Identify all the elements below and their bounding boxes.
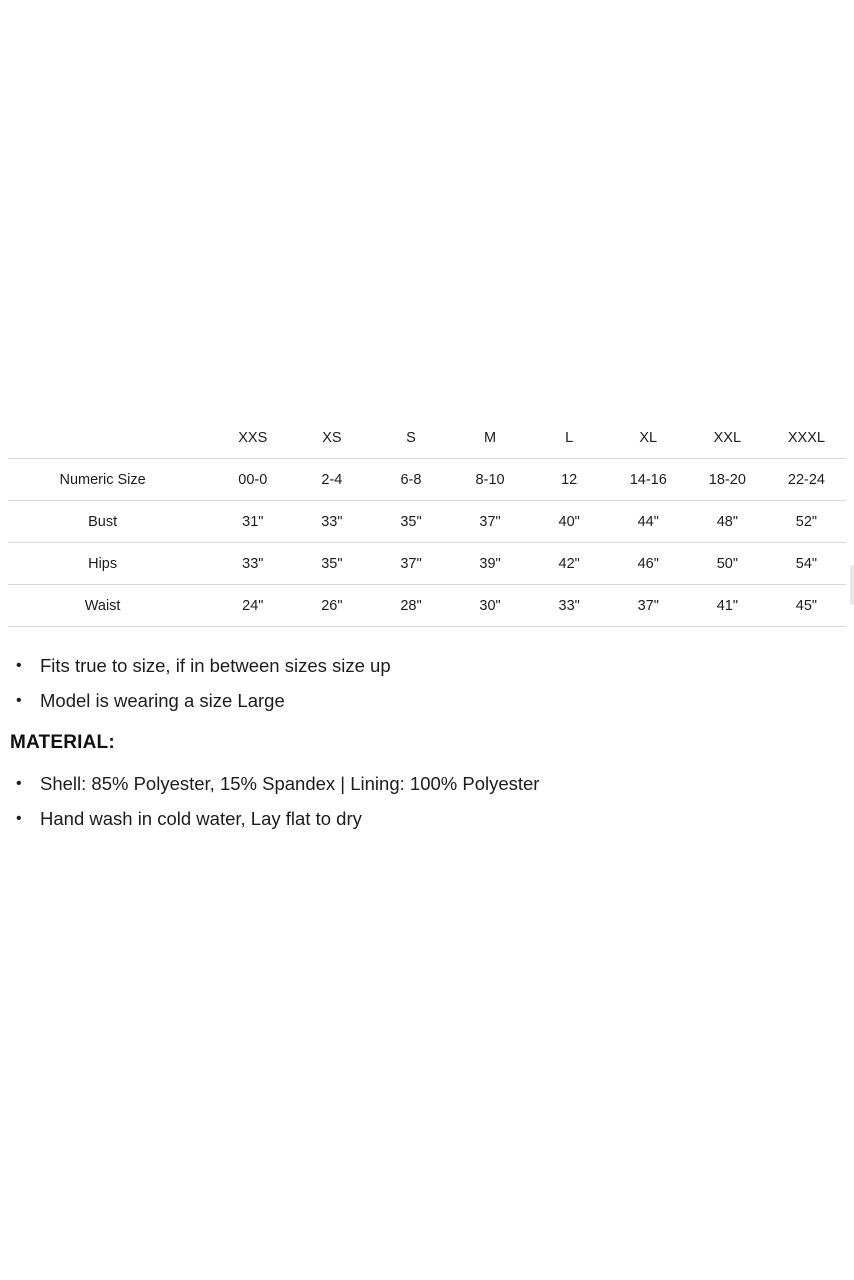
row-label-numeric-size: Numeric Size — [8, 459, 213, 501]
size-chart-container — [8, 418, 846, 627]
size-chart-header — [8, 418, 846, 459]
cell-bust-xxs: 31" — [213, 501, 292, 543]
cell-waist-xxl: 41" — [688, 585, 767, 627]
table-row — [8, 585, 846, 627]
cell-waist-s: 28" — [371, 585, 450, 627]
column-header-xs: XS — [292, 418, 371, 459]
column-header-s: S — [371, 418, 450, 459]
list-item: • Hand wash in cold water, Lay flat to dry — [10, 801, 830, 836]
cell-numeric-size-m: 8-10 — [451, 459, 530, 501]
horizontal-scrollbar-thumb[interactable] — [850, 565, 854, 605]
row-label-hips: Hips — [8, 543, 213, 585]
cell-bust-xxxl: 52" — [767, 501, 846, 543]
table-row — [8, 459, 846, 501]
table-row — [8, 543, 846, 585]
cell-numeric-size-xxl: 18-20 — [688, 459, 767, 501]
cell-waist-xxs: 24" — [213, 585, 292, 627]
cell-bust-l: 40" — [530, 501, 609, 543]
cell-numeric-size-xxs: 00-0 — [213, 459, 292, 501]
cell-hips-xl: 46" — [609, 543, 688, 585]
row-label-bust: Bust — [8, 501, 213, 543]
table-header-row — [8, 418, 846, 459]
cell-bust-s: 35" — [371, 501, 450, 543]
column-header-m: M — [451, 418, 530, 459]
material-list — [10, 766, 830, 836]
cell-waist-xl: 37" — [609, 585, 688, 627]
cell-waist-m: 30" — [451, 585, 530, 627]
cell-waist-l: 33" — [530, 585, 609, 627]
column-header-xl: XL — [609, 418, 688, 459]
cell-waist-xs: 26" — [292, 585, 371, 627]
cell-hips-l: 42" — [530, 543, 609, 585]
table-row — [8, 501, 846, 543]
cell-hips-xxxl: 54" — [767, 543, 846, 585]
column-header-xxs: XXS — [213, 418, 292, 459]
cell-bust-xxl: 48" — [688, 501, 767, 543]
cell-hips-xxl: 50" — [688, 543, 767, 585]
column-header-xxl: XXL — [688, 418, 767, 459]
cell-numeric-size-xl: 14-16 — [609, 459, 688, 501]
list-item: • Model is wearing a size Large — [10, 683, 830, 718]
cell-numeric-size-l: 12 — [530, 459, 609, 501]
size-chart-body — [8, 459, 846, 627]
fit-notes-list — [10, 648, 830, 718]
list-item: • Fits true to size, if in between sizes size up — [10, 648, 830, 683]
product-description — [10, 648, 830, 836]
row-label-waist: Waist — [8, 585, 213, 627]
cell-waist-xxxl: 45" — [767, 585, 846, 627]
header-row-label — [8, 418, 213, 459]
column-header-l: L — [530, 418, 609, 459]
cell-bust-xl: 44" — [609, 501, 688, 543]
column-header-xxxl: XXXL — [767, 418, 846, 459]
cell-numeric-size-xxxl: 22-24 — [767, 459, 846, 501]
cell-numeric-size-s: 6-8 — [371, 459, 450, 501]
cell-hips-xxs: 33" — [213, 543, 292, 585]
cell-hips-xs: 35" — [292, 543, 371, 585]
cell-bust-xs: 33" — [292, 501, 371, 543]
cell-hips-s: 37" — [371, 543, 450, 585]
cell-bust-m: 37" — [451, 501, 530, 543]
size-chart-table — [8, 418, 846, 627]
cell-numeric-size-xs: 2-4 — [292, 459, 371, 501]
list-item: • Shell: 85% Polyester, 15% Spandex | Lining: 100% Polyester — [10, 766, 830, 801]
cell-hips-m: 39" — [451, 543, 530, 585]
material-section-title: MATERIAL: — [10, 732, 115, 753]
